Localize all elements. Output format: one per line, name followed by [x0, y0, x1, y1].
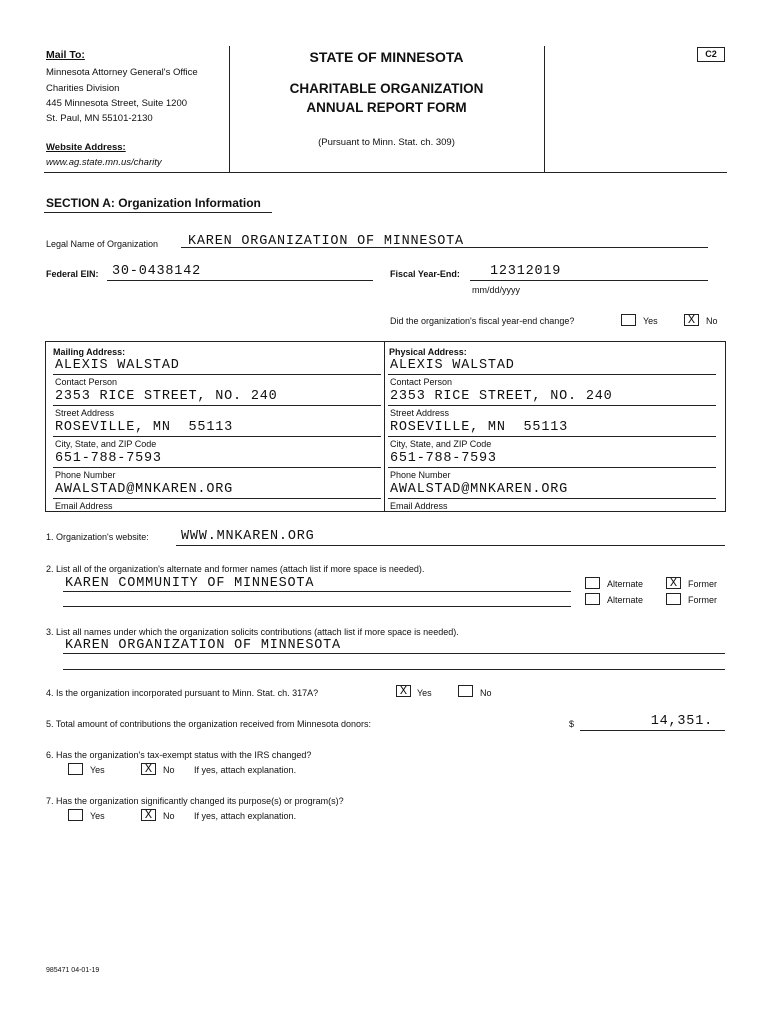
mailing-address-header: Mailing Address:	[53, 347, 126, 357]
mailing-phone-line	[53, 467, 381, 468]
q7-yes-label: Yes	[90, 811, 105, 821]
physical-contact-line	[388, 374, 716, 375]
mail-line-2: Charities Division	[46, 83, 120, 94]
mailing-phone-label: Phone Number	[55, 470, 116, 480]
q7-yes-checkbox[interactable]	[68, 809, 83, 821]
physical-city-value[interactable]: ROSEVILLE, MN 55113	[390, 420, 569, 435]
q3-name-1-value[interactable]: KAREN ORGANIZATION OF MINNESOTA	[65, 638, 341, 653]
q2-row1-alternate-checkbox[interactable]	[585, 577, 600, 589]
fiscal-year-end-line	[470, 280, 708, 281]
q2-row2-former-label: Former	[688, 595, 717, 605]
mail-line-1: Minnesota Attorney General's Office	[46, 67, 198, 78]
physical-email-value[interactable]: AWALSTAD@MNKAREN.ORG	[390, 482, 569, 497]
q6-no-label: No	[163, 765, 175, 775]
fiscal-format-hint: mm/dd/yyyy	[472, 285, 521, 295]
mailing-street-line	[53, 405, 381, 406]
q2-name-1-value[interactable]: KAREN COMMUNITY OF MINNESOTA	[65, 576, 315, 591]
q1-website-line	[176, 545, 725, 546]
fiscal-change-yes-label: Yes	[643, 316, 658, 326]
q4-no-checkbox[interactable]	[458, 685, 473, 697]
website-url[interactable]: www.ag.state.mn.us/charity	[46, 157, 162, 168]
mailing-phone-value[interactable]: 651-788-7593	[55, 451, 162, 466]
fiscal-year-end-value[interactable]: 12312019	[490, 264, 562, 279]
pursuant-note: (Pursuant to Minn. Stat. ch. 309)	[318, 137, 455, 148]
q4-no-label: No	[480, 688, 492, 698]
header-bottom-rule	[44, 172, 727, 173]
address-box-divider	[384, 341, 385, 512]
q7-no-checkbox[interactable]: X	[141, 809, 156, 821]
q5-currency-symbol: $	[569, 719, 575, 729]
section-a-underline	[44, 212, 272, 213]
q6-no-checkbox[interactable]: X	[141, 763, 156, 775]
mailing-contact-line	[53, 374, 381, 375]
legal-name-line	[181, 247, 708, 248]
physical-email-line	[388, 498, 716, 499]
physical-street-line	[388, 405, 716, 406]
footer-form-code: 985471 04-01-19	[46, 967, 100, 974]
state-title: STATE OF MINNESOTA	[309, 49, 464, 65]
fiscal-change-question: Did the organization's fiscal year-end change?	[390, 316, 575, 326]
q6-if-yes-note: If yes, attach explanation.	[194, 765, 297, 775]
ein-label: Federal EIN:	[46, 269, 99, 279]
physical-street-value[interactable]: 2353 RICE STREET, NO. 240	[390, 389, 613, 404]
form-title-line-1: CHARITABLE ORGANIZATION	[289, 81, 484, 96]
q6-yes-checkbox[interactable]	[68, 763, 83, 775]
mailing-contact-label: Contact Person	[55, 377, 118, 387]
q2-row1-former-label: Former	[688, 579, 717, 589]
fiscal-change-yes-checkbox[interactable]	[621, 314, 636, 326]
q7-if-yes-note: If yes, attach explanation.	[194, 811, 297, 821]
physical-city-label: City, State, and ZIP Code	[390, 439, 492, 449]
q3-name-2-line	[63, 669, 725, 670]
mailing-city-label: City, State, and ZIP Code	[55, 439, 157, 449]
mailing-email-value[interactable]: AWALSTAD@MNKAREN.ORG	[55, 482, 234, 497]
header-divider-right	[544, 46, 545, 172]
ein-line	[107, 280, 373, 281]
q2-row2-alternate-label: Alternate	[607, 595, 644, 605]
physical-phone-value[interactable]: 651-788-7593	[390, 451, 497, 466]
physical-email-label: Email Address	[390, 501, 448, 511]
mailing-street-label: Street Address	[55, 408, 115, 418]
physical-street-label: Street Address	[390, 408, 450, 418]
q4-label: 4. Is the organization incorporated pursuant to Minn. Stat. ch. 317A?	[46, 688, 319, 698]
mail-to-label: Mail To:	[46, 49, 85, 61]
q2-row2-former-checkbox[interactable]	[666, 593, 681, 605]
physical-city-line	[388, 436, 716, 437]
mailing-email-line	[53, 498, 381, 499]
fiscal-change-no-checkbox[interactable]: X	[684, 314, 699, 326]
q7-label: 7. Has the organization significantly changed its purpose(s) or program(s)?	[46, 796, 344, 806]
q7-no-label: No	[163, 811, 175, 821]
q5-label: 5. Total amount of contributions the organization received from Minnesota donors:	[46, 719, 372, 729]
physical-address-header: Physical Address:	[389, 347, 467, 357]
mailing-email-label: Email Address	[55, 501, 113, 511]
q6-yes-label: Yes	[90, 765, 105, 775]
q4-yes-label: Yes	[417, 688, 432, 698]
q2-name-2-line	[63, 606, 571, 607]
q1-label: 1. Organization's website:	[46, 532, 149, 542]
physical-contact-value[interactable]: ALEXIS WALSTAD	[390, 358, 515, 373]
physical-contact-label: Contact Person	[390, 377, 453, 387]
mailing-street-value[interactable]: 2353 RICE STREET, NO. 240	[55, 389, 278, 404]
q4-yes-checkbox[interactable]: X	[396, 685, 411, 697]
mailing-city-line	[53, 436, 381, 437]
fiscal-change-no-label: No	[706, 316, 718, 326]
physical-phone-label: Phone Number	[390, 470, 451, 480]
q2-name-1-line	[63, 591, 571, 592]
fiscal-year-end-label: Fiscal Year-End:	[390, 269, 460, 279]
q3-name-1-line	[63, 653, 725, 654]
q2-row2-alternate-checkbox[interactable]	[585, 593, 600, 605]
legal-name-label: Legal Name of Organization	[46, 239, 159, 249]
mail-line-4: St. Paul, MN 55101-2130	[46, 113, 153, 124]
q6-label: 6. Has the organization's tax-exempt status with the IRS changed?	[46, 750, 312, 760]
q2-row1-alternate-label: Alternate	[607, 579, 644, 589]
section-a-heading: SECTION A: Organization Information	[46, 196, 261, 210]
website-label: Website Address:	[46, 142, 126, 153]
q2-label: 2. List all of the organization's alternate and former names (attach list if more space is needed).	[46, 564, 425, 574]
q5-amount-line	[580, 730, 725, 731]
q5-amount-value[interactable]: 14,351.	[650, 714, 713, 729]
mailing-contact-value[interactable]: ALEXIS WALSTAD	[55, 358, 180, 373]
mail-line-3: 445 Minnesota Street, Suite 1200	[46, 98, 188, 109]
q3-label: 3. List all names under which the organization solicits contributions (attach list if more space is needed).	[46, 627, 459, 637]
physical-phone-line	[388, 467, 716, 468]
q2-row1-former-checkbox[interactable]: X	[666, 577, 681, 589]
q1-website-value[interactable]: WWW.MNKAREN.ORG	[181, 529, 315, 544]
form-title-line-2: ANNUAL REPORT FORM	[306, 100, 467, 115]
mailing-city-value[interactable]: ROSEVILLE, MN 55113	[55, 420, 234, 435]
legal-name-value[interactable]: KAREN ORGANIZATION OF MINNESOTA	[188, 234, 464, 249]
form-code-box: C2	[697, 47, 725, 62]
ein-value[interactable]: 30-0438142	[112, 264, 202, 279]
